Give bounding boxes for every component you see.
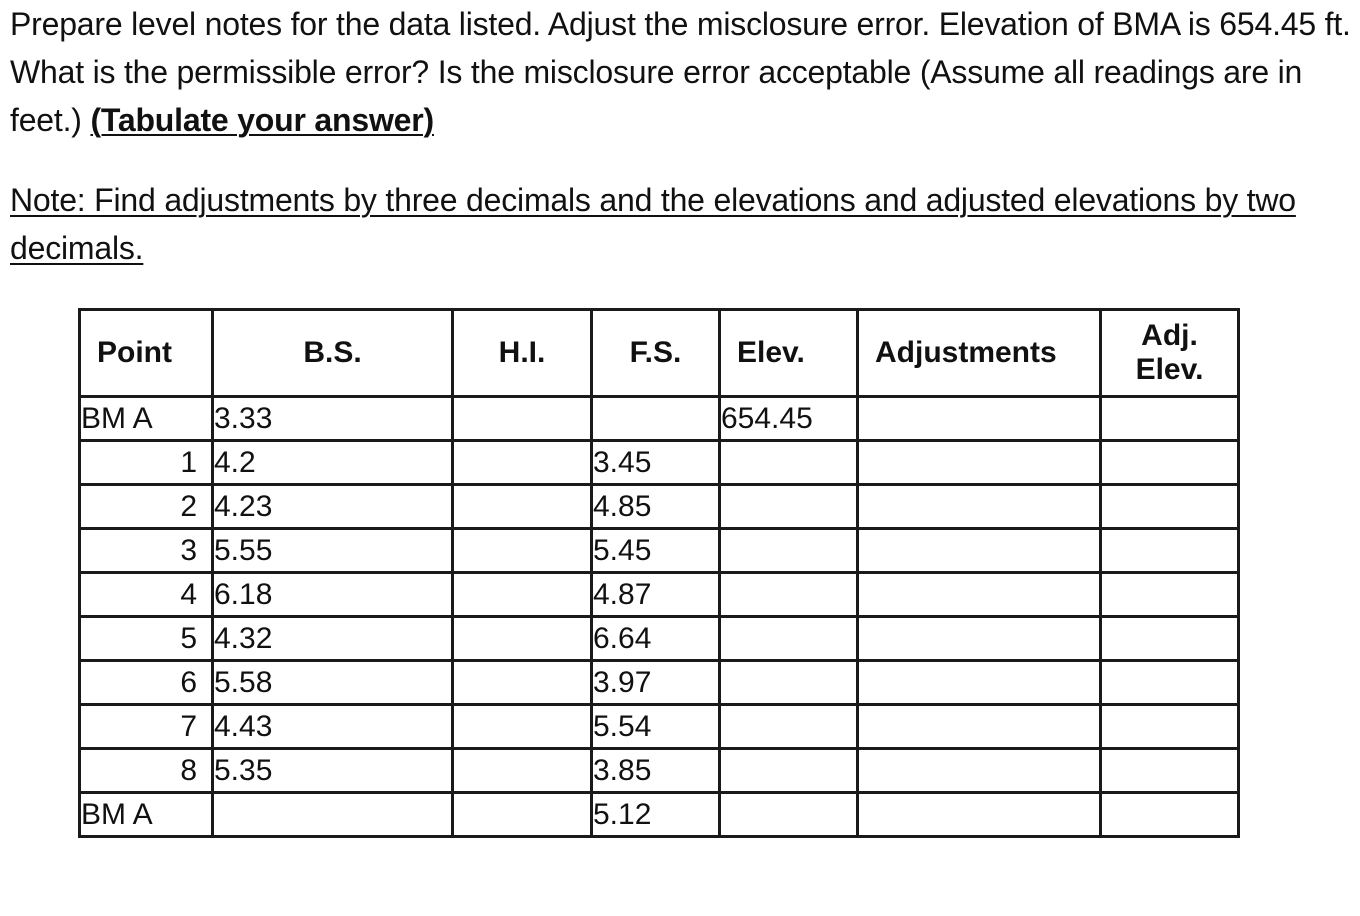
cell-bs: 5.58 xyxy=(213,661,453,705)
cell-bs: 4.43 xyxy=(213,705,453,749)
cell-point: 8 xyxy=(80,749,213,793)
cell-elev: 654.45 xyxy=(720,397,858,441)
table-row xyxy=(80,529,1239,573)
cell-fs: 5.45 xyxy=(592,529,720,573)
table-row xyxy=(80,793,1239,837)
cell-fs: 3.85 xyxy=(592,749,720,793)
header-fs: F.S. xyxy=(592,310,720,397)
cell-hi xyxy=(453,793,592,837)
cell-adjustments xyxy=(858,793,1101,837)
cell-adjustments xyxy=(858,573,1101,617)
cell-point: 4 xyxy=(80,573,213,617)
cell-adjustments xyxy=(858,529,1101,573)
cell-hi xyxy=(453,529,592,573)
cell-adjustments xyxy=(858,617,1101,661)
cell-point: 1 xyxy=(80,441,213,485)
table-row xyxy=(80,485,1239,529)
table-row xyxy=(80,749,1239,793)
cell-adj-elev xyxy=(1101,529,1239,573)
header-hi: H.I. xyxy=(453,310,592,397)
cell-elev xyxy=(720,441,858,485)
header-adj-elev xyxy=(1101,310,1239,397)
cell-adj-elev xyxy=(1101,705,1239,749)
cell-point: 2 xyxy=(80,485,213,529)
cell-adj-elev xyxy=(1101,397,1239,441)
cell-fs: 5.12 xyxy=(592,793,720,837)
cell-adjustments xyxy=(858,397,1101,441)
cell-bs: 3.33 xyxy=(213,397,453,441)
table-row xyxy=(80,397,1239,441)
cell-bs xyxy=(213,793,453,837)
cell-point: BM A xyxy=(80,793,213,837)
header-bs: B.S. xyxy=(213,310,453,397)
cell-fs: 3.45 xyxy=(592,441,720,485)
cell-hi xyxy=(453,749,592,793)
table-row xyxy=(80,705,1239,749)
header-adj-elev-line1: Adj. xyxy=(1141,319,1198,352)
cell-fs xyxy=(592,397,720,441)
cell-hi xyxy=(453,705,592,749)
header-adj-elev-line2: Elev. xyxy=(1135,353,1204,386)
cell-adjustments xyxy=(858,441,1101,485)
cell-bs: 6.18 xyxy=(213,573,453,617)
cell-hi xyxy=(453,397,592,441)
level-notes-table xyxy=(78,308,1240,838)
cell-adjustments xyxy=(858,705,1101,749)
cell-hi xyxy=(453,573,592,617)
cell-adj-elev xyxy=(1101,793,1239,837)
cell-elev xyxy=(720,617,858,661)
question-text xyxy=(10,0,1360,144)
cell-bs: 5.55 xyxy=(213,529,453,573)
cell-fs: 4.87 xyxy=(592,573,720,617)
cell-adj-elev xyxy=(1101,441,1239,485)
cell-point: 7 xyxy=(80,705,213,749)
cell-point: 6 xyxy=(80,661,213,705)
header-elev: Elev. xyxy=(720,310,858,397)
cell-elev xyxy=(720,749,858,793)
table-header-row xyxy=(80,310,1239,397)
cell-elev xyxy=(720,705,858,749)
question-emphasis: (Tabulate your answer) xyxy=(90,102,434,138)
cell-elev xyxy=(720,793,858,837)
cell-fs: 3.97 xyxy=(592,661,720,705)
table-row xyxy=(80,573,1239,617)
table-row xyxy=(80,441,1239,485)
cell-hi xyxy=(453,617,592,661)
header-adjustments: Adjustments xyxy=(858,310,1101,397)
cell-adj-elev xyxy=(1101,661,1239,705)
cell-point: 3 xyxy=(80,529,213,573)
cell-adj-elev xyxy=(1101,485,1239,529)
header-point: Point xyxy=(80,310,213,397)
cell-adjustments xyxy=(858,661,1101,705)
cell-fs: 4.85 xyxy=(592,485,720,529)
cell-hi xyxy=(453,661,592,705)
cell-hi xyxy=(453,441,592,485)
question-body: Prepare level notes for the data listed. Adjust the misclosure error. Elevation of BMA is 654.45 ft. What is the permissible error? Is the misclosure error acceptable (Assume all readings are in feet.) xyxy=(10,6,1351,138)
cell-hi xyxy=(453,485,592,529)
cell-adj-elev xyxy=(1101,573,1239,617)
cell-bs: 4.23 xyxy=(213,485,453,529)
cell-adjustments xyxy=(858,749,1101,793)
table-row xyxy=(80,617,1239,661)
note-text: Note: Find adjustments by three decimals and the elevations and adjusted elevations by two decimals. xyxy=(10,182,1296,266)
cell-elev xyxy=(720,573,858,617)
cell-elev xyxy=(720,661,858,705)
cell-bs: 5.35 xyxy=(213,749,453,793)
cell-adj-elev xyxy=(1101,617,1239,661)
cell-fs: 6.64 xyxy=(592,617,720,661)
cell-elev xyxy=(720,529,858,573)
cell-point: 5 xyxy=(80,617,213,661)
table-row xyxy=(80,661,1239,705)
cell-adjustments xyxy=(858,485,1101,529)
cell-bs: 4.2 xyxy=(213,441,453,485)
cell-elev xyxy=(720,485,858,529)
cell-fs: 5.54 xyxy=(592,705,720,749)
cell-adj-elev xyxy=(1101,749,1239,793)
cell-point: BM A xyxy=(80,397,213,441)
cell-bs: 4.32 xyxy=(213,617,453,661)
